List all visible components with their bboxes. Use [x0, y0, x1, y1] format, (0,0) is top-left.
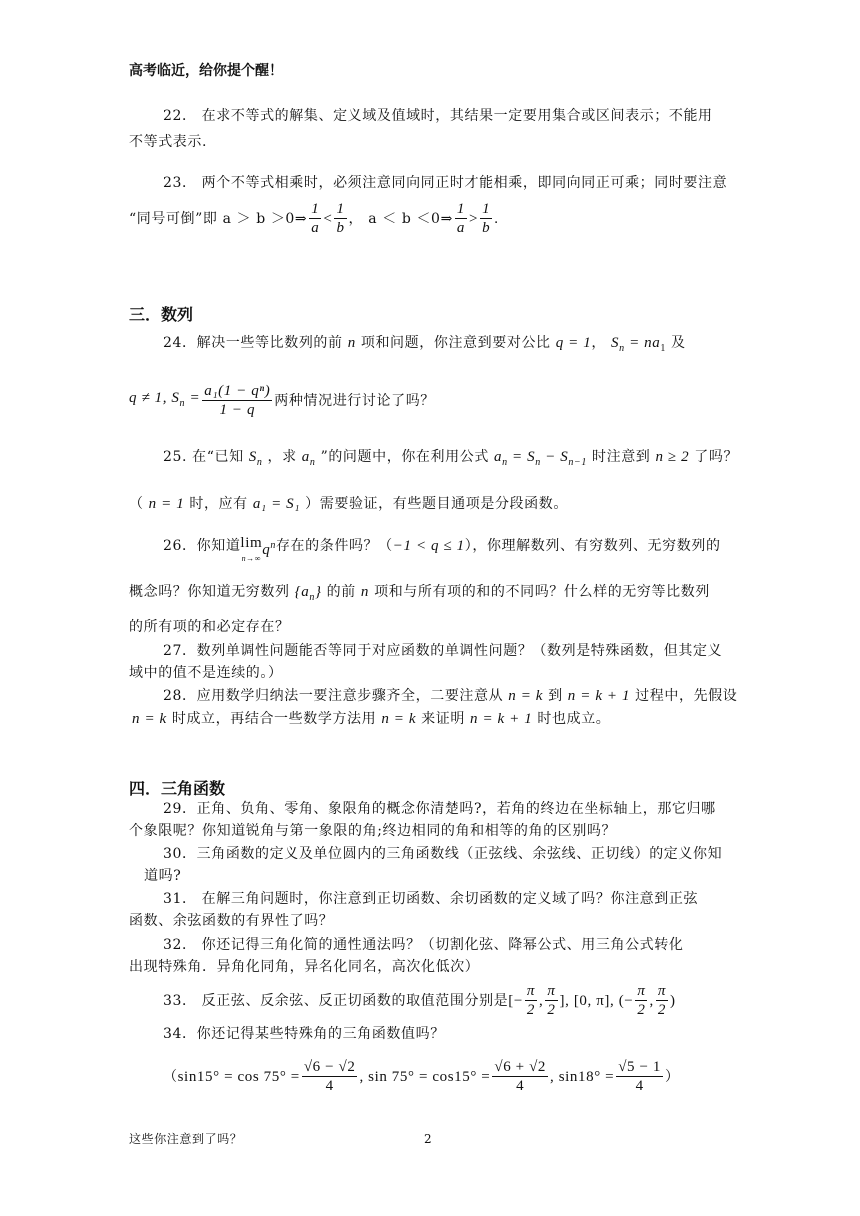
comma: ,	[539, 992, 544, 1009]
section-3-heading: 三．数列	[129, 305, 194, 324]
greater-than: >	[469, 210, 479, 227]
item-24-line2	[129, 382, 435, 419]
item-26-text-5: 的前	[326, 584, 356, 600]
item-25-text-3: ”的问题中，你在利用公式	[320, 449, 489, 465]
item-25-line2	[129, 494, 568, 514]
period: .	[494, 210, 499, 227]
item-25-text-5: 了吗？	[694, 449, 739, 465]
math-n: n	[360, 584, 370, 600]
item-24-text-2: 项和问题，你注意到要对公比	[360, 335, 551, 351]
math-lim: lim n→∞	[240, 535, 263, 563]
item-25-text-2: ，求	[267, 449, 297, 465]
item-28-line2	[132, 709, 610, 729]
item-26-text-3: ），你理解数列、有穷数列、无穷数列的	[464, 538, 721, 554]
item-24-line1: 24．解决一些等比数列的前 n 项和问题，你注意到要对公比 q = 1， $S_n = na_1$ 及	[163, 335, 686, 354]
math-n-eq-k-plus-1: n = k + 1	[567, 688, 631, 704]
item-31-line1: 31． 在解三角问题时，你注意到正切函数、余切函数的定义域了吗？你注意到正弦	[163, 891, 699, 907]
math-a1-eq-s1: a₁ = S₁	[252, 496, 301, 512]
section-4-heading: 四．三角函数	[129, 779, 226, 798]
item-32-line1: 32． 你还记得三角化简的通性通法吗？（切割化弦、降幂公式、用三角公式转化	[163, 937, 684, 953]
item-33	[163, 982, 676, 1019]
item-28-text: 28．应用数学归纳法一要注意步骤齐全，二要注意从	[163, 688, 504, 704]
item-24-text-3: 及	[671, 335, 686, 351]
page-header: 高考临近，给你提个醒！	[129, 63, 283, 79]
paren-close: )	[669, 992, 676, 1009]
item-27-line2: 域中的值不是连续的。）	[129, 665, 283, 681]
item-25-text: 25. 在“已知	[163, 449, 244, 465]
range-middle: ], [0, π], (−	[559, 992, 634, 1009]
item-26-text: 26．你知道	[163, 538, 241, 554]
item-26-line3: 的所有项的和必定存在？	[129, 619, 290, 635]
item-30-line2: 道吗?	[144, 868, 182, 884]
math-n-eq-k: n = k	[508, 688, 544, 704]
item-24-text: 24．解决一些等比数列的前	[163, 335, 343, 351]
paren-open-2: （	[163, 1068, 178, 1085]
math-q-eq-1: q = 1	[555, 335, 592, 351]
item-34: 34．你还记得某些特殊角的三角函数值吗？	[163, 1026, 445, 1042]
page-number: 2	[424, 1132, 433, 1146]
comma-2: ,	[649, 992, 654, 1009]
item-30-line1: 30．三角函数的定义及单位圆内的三角函数线（正弦线、余弦线、正切线）的定义你知	[163, 846, 723, 862]
fraction-sin18: $\frac{√5 - 1}{4}$	[618, 1059, 662, 1094]
paren-open: （	[129, 496, 144, 512]
math-sn: $S_n$	[248, 449, 263, 468]
item-28-line1	[163, 686, 737, 706]
item-33-text: 33． 反正弦、反余弦、反正切函数的取值范围分别是	[163, 992, 509, 1009]
math-n-ge-2: n ≥ 2	[655, 449, 690, 465]
fraction-1-over-b-2: $\frac{1}{b}$	[482, 201, 491, 236]
item-29-line2: 个象限呢？你知道锐角与第一象限的角;终边相同的角和相等的角的区别吗？	[129, 823, 617, 839]
less-than: <	[323, 210, 333, 227]
item-25-text-6: 时，应有	[189, 496, 248, 512]
math-n-eq-1: n = 1	[148, 496, 185, 512]
item-26-line2	[129, 582, 710, 608]
math-formula: $a_n = S_n - S_{n-1}$	[493, 449, 587, 468]
math-q-range: −1 < q ≤ 1	[392, 538, 465, 554]
item-25-line1	[163, 447, 738, 473]
item-34-formula	[163, 1058, 680, 1095]
fraction-sin15: $\frac{√6 - √2}{4}$	[303, 1059, 356, 1094]
item-28-text-4: 时成立，再结合一些数学方法用	[171, 711, 377, 727]
item-28-text-2: 到	[548, 688, 563, 704]
bracket-open: [−	[508, 992, 523, 1009]
math-sn-na1: $S_n = na_1$	[611, 335, 666, 354]
item-22-line2: 不等式表示.	[129, 134, 208, 150]
fraction-pi-over-2-c: $\frac{\pi}{2}$	[637, 983, 646, 1018]
math-sin75: , sin 75° = cos15° =	[359, 1068, 491, 1085]
item-23-text-2: ， a ＜ b ＜0⇒	[348, 210, 453, 227]
item-32-line2: 出现特殊角．异角化同角，异名化同名，高次化低次）	[129, 959, 480, 975]
item-26-line1	[163, 536, 721, 566]
math-sin15: sin15° = cos 75° =	[177, 1068, 300, 1085]
item-27-line1: 27．数列单调性问题能否等同于对应函数的单调性问题？（数列是特殊函数，但其定义	[163, 643, 723, 659]
item-26-text-6: 项和与所有项的和的不同吗？什么样的无穷等比数列	[374, 584, 710, 600]
item-23-line1: 23． 两个不等式相乘时，必须注意同向同正时才能相乘，即同向同正可乘；同时要注意	[163, 175, 728, 191]
math-q-ne-1: q ≠ 1, $S_n$ =	[129, 389, 201, 409]
fraction-1-over-a: $\frac{1}{a}$	[311, 201, 320, 236]
item-24-text-4: 两种情况进行讨论了吗？	[274, 392, 435, 409]
fraction-geometric-sum: $\frac{\text{a₁(1 − qⁿ)}}{1 - q}$	[204, 383, 271, 418]
fraction-pi-over-2-d: $\frac{\pi}{2}$	[657, 983, 666, 1018]
fraction-pi-over-2: $\frac{\pi}{2}$	[526, 983, 536, 1018]
math-n: n	[347, 335, 356, 351]
paren-close-2: ）	[665, 1068, 680, 1085]
item-28-text-5: 来证明	[421, 711, 465, 727]
item-29-line1: 29．正角、负角、零角、象限角的概念你清楚吗?，若角的终边在坐标轴上，那它归哪	[163, 801, 716, 817]
fraction-1-over-a-2: $\frac{1}{a}$	[456, 201, 466, 236]
math-seq-an: $\{a_n\}$	[294, 584, 322, 603]
item-23-text: “同号可倒”即 a ＞ b ＞0⇒	[129, 210, 308, 227]
item-23-line2	[129, 200, 499, 237]
item-28-text-3: 过程中，先假设	[635, 688, 738, 704]
item-28-text-6: 时也成立。	[537, 711, 611, 727]
math-n-eq-k-3: n = k	[381, 711, 417, 727]
item-25-text-4: 时注意到	[592, 449, 651, 465]
item-26-text-4: 概念吗？你知道无穷数列	[129, 584, 290, 600]
fraction-pi-over-2-b: $\frac{\pi}{2}$	[547, 983, 556, 1018]
item-31-line2: 函数、余弦函数的有界性了吗？	[129, 913, 334, 929]
item-22-line1: 22． 在求不等式的解集、定义域及值域时，其结果一定要用集合或区间表示；不能用	[163, 108, 713, 124]
math-n-eq-k-plus-1-2: n = k + 1	[470, 711, 533, 727]
item-26-text-2: 存在的条件吗？（	[275, 538, 393, 554]
math-qn: $q^n$	[262, 540, 276, 558]
footer-text: 这些你注意到了吗？	[129, 1132, 243, 1146]
fraction-1-over-b: $\frac{1}{b}$	[336, 201, 345, 236]
math-sin18: , sin18° =	[550, 1068, 615, 1085]
item-25-text-7: ）需要验证，有些题目通项是分段函数。	[305, 496, 568, 512]
math-n-eq-k-2: n = k	[132, 711, 167, 727]
fraction-sin75: $\frac{√6 + √2}{4}$	[494, 1059, 546, 1094]
math-an: $a_n$	[301, 449, 316, 468]
